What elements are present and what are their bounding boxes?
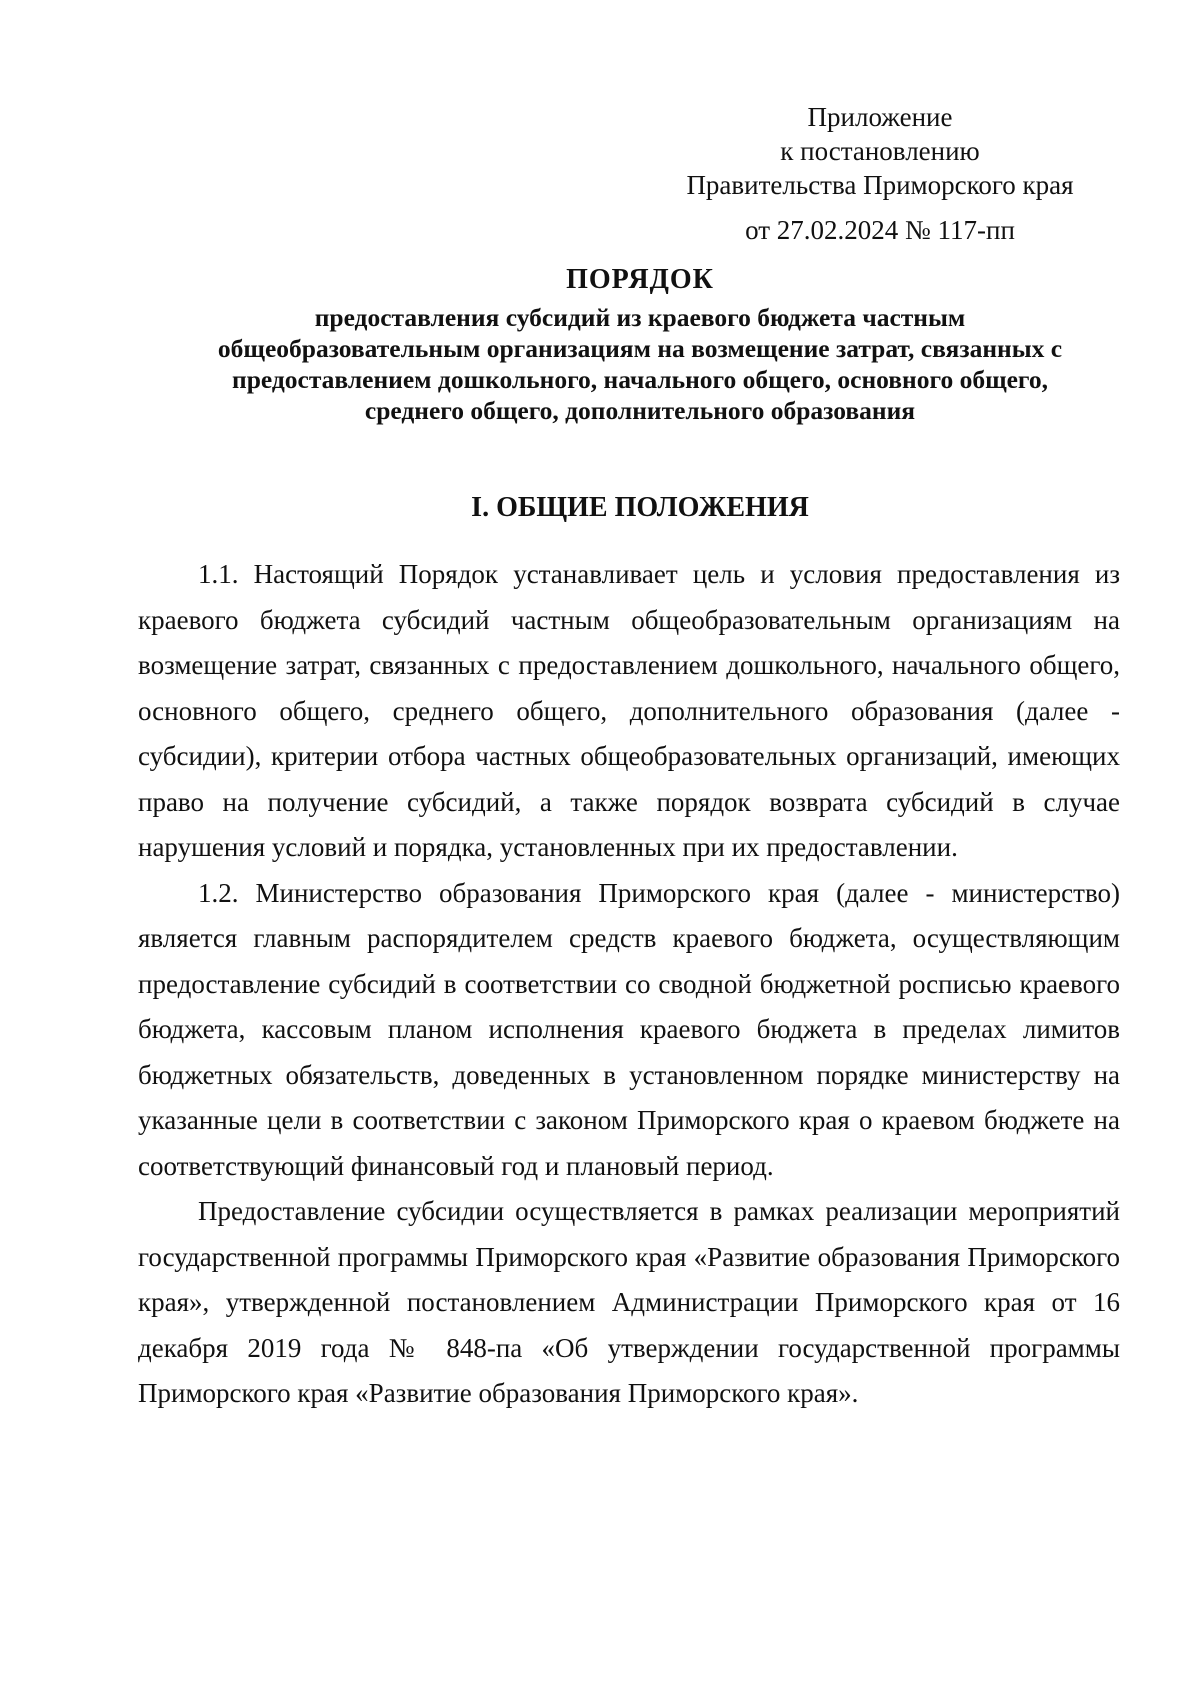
section-heading: I. ОБЩИЕ ПОЛОЖЕНИЯ	[471, 492, 809, 523]
section-body	[138, 552, 1120, 1417]
document-subtitle	[100, 302, 1180, 426]
paragraph-program: Предоставление субсидии осуществляется в рамках реализации мероприятий государственной программы Приморского края «Развитие образования Приморского края», утвержденной постановлением Администрации Приморского края от 16 декабря 2019 года № 848-па «Об утверждении государственной программы Приморского края «Развитие образования Приморского края».	[138, 1196, 1120, 1408]
appendix-reference: к постановлению	[780, 136, 980, 166]
appendix-issuer: Правительства Приморского края	[686, 170, 1074, 200]
document-date-number: от 27.02.2024 № 117-пп	[745, 215, 1015, 245]
subtitle-line: предоставления субсидий из краевого бюджета частным	[314, 303, 966, 332]
subtitle-line: общеобразовательным организациям на возмещение затрат, связанных с	[217, 334, 1063, 363]
title-block	[100, 262, 1180, 426]
appendix-label: Приложение	[807, 102, 953, 132]
subtitle-line: среднего общего, дополнительного образования	[364, 396, 916, 425]
paragraph-1-1: 1.1. Настоящий Порядок устанавливает цель и условия предоставления из краевого бюджета субсидий частным общеобразовательным организациям на возмещение затрат, связанных с предоставлением дошкольного, начального общего, основного общего, среднего общего, дополнительного образования (далее - субсидии), критерии отбора частных общеобразовательных организаций, имеющих право на получение субсидий, а также порядок возврата субсидий в случае нарушения условий и порядка, установленных при их предоставлении.	[138, 559, 1120, 862]
document-title: ПОРЯДОК	[566, 264, 714, 295]
appendix-header	[620, 100, 1140, 202]
paragraph-1-2: 1.2. Министерство образования Приморского края (далее - министерство) является главным распорядителем средств краевого бюджета, осуществляющим предоставление субсидий в соответствии со сводной бюджетной росписью краевого бюджета, кассовым планом исполнения краевого бюджета в пределах лимитов бюджетных обязательств, доведенных в установленном порядке министерству на указанные цели в соответствии с законом Приморского края о краевом бюджете на соответствующий финансовый год и плановый период.	[138, 877, 1120, 1181]
subtitle-line: предоставлением дошкольного, начального общего, основного общего,	[232, 365, 1048, 394]
